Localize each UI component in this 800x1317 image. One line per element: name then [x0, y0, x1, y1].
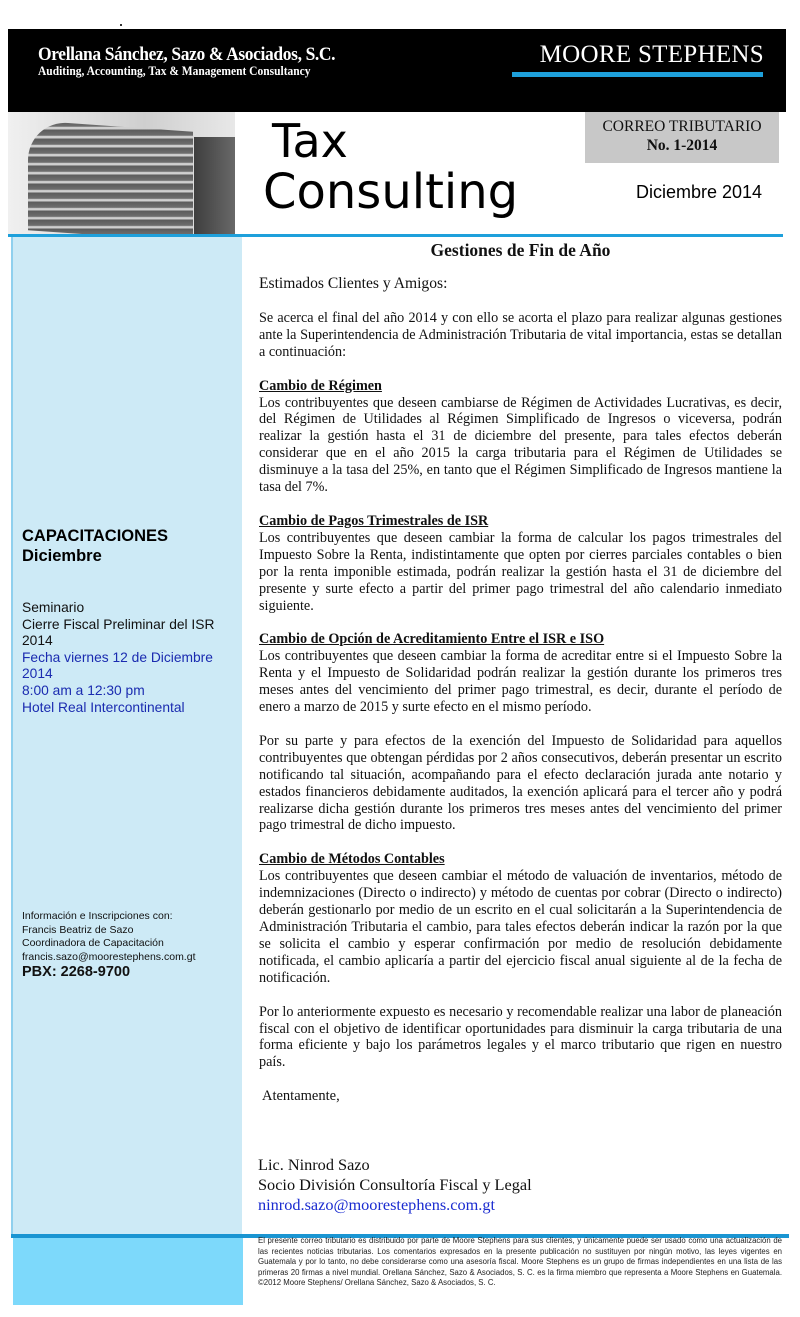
brand-underline [512, 72, 763, 77]
newsletter-title-line1: Tax [272, 114, 348, 168]
seminar-name-year: 2014 [22, 633, 53, 649]
signature-block [258, 1155, 532, 1215]
section-heading: Cambio de Opción de Acreditamiento Entre el ISR e ISO [259, 631, 605, 648]
signer-name: Lic. Ninrod Sazo [258, 1155, 370, 1174]
issue-date: Diciembre 2014 [636, 182, 763, 202]
firm-tagline: Auditing, Accounting, Tax & Management Consultancy [38, 64, 311, 78]
section-body: Los contribuyentes que deseen cambiar el método de valuación de inventarios, método de indemnizaciones (Directo o indirecto) y método de cuentas por cobrar (Directo o indirecto) deberán gestionarlo por medio de un escrito en el cual solicitarán a la Superintendencia de Administración Tributaria el cambio, para tales efectos deberán indicar la razón por la que se solicita el cambio y esperar confirmación por medio de resolución debidamente notificada, el cambio aplicaría a partir del ejercicio fiscal anual siguiente al de la fecha de notificación. [259, 868, 782, 986]
contact-role: Coordinadora de Capacitación [22, 937, 164, 950]
intro-paragraph: Se acerca el final del año 2014 y con ello se acorta el plazo para realizar algunas gestiones ante la Superintendencia de Administración Tributaria de vital importancia, estas se detallan a continuación: [259, 309, 782, 360]
section-body: Los contribuyentes que deseen cambiar la forma de acreditar entre si el Impuesto Sobre la Renta y el Impuesto de Solidaridad podrán realizar la gestión durante los primeros tres meses antes del vencimiento del primer pago trimestral, es decir, durante el período de enero a marzo de 2015 y surte efecto en el mismo período. [259, 648, 782, 716]
brand-logo-text: MOORE STEPHENS [539, 41, 764, 68]
issue-badge [585, 112, 779, 163]
issue-label: CORREO TRIBUTARIO [602, 118, 762, 135]
signer-email-link[interactable]: ninrod.sazo@moorestephens.com.gt [258, 1195, 496, 1214]
training-heading [22, 526, 168, 566]
section-solidarity-exemption [259, 733, 782, 834]
section-body: Por su parte y para efectos de la exención del Impuesto de Solidaridad para aquellos contribuyentes que obtengan pérdidas por 2 años consecutivos, deberán presentar un escrito notificando tal situación, acompañando para el efecto declaración jurada ante notario y estados financieros debidamente auditados, la exención aplicará para el tercer año y podrá realizarse dicha gestión durante los primeros tres meses antes del vencimiento del primer pago trimestral de dicho impuesto. [259, 732, 782, 834]
section-heading: Cambio de Régimen [259, 377, 382, 394]
sidebar [13, 237, 242, 1237]
section-regime-change [259, 378, 782, 496]
seminar-time: 8:00 am a 12:30 pm [22, 682, 145, 698]
contact-name: Francis Beatriz de Sazo [22, 923, 134, 936]
training-month: Diciembre [22, 547, 102, 565]
article-body [259, 240, 782, 1105]
firm-name: Orellana Sánchez, Sazo & Asociados, S.C. [38, 44, 336, 65]
section-heading: Cambio de Pagos Trimestrales de ISR [259, 512, 489, 529]
article-title: Gestiones de Fin de Año [430, 240, 611, 260]
section-quarterly-payments [259, 513, 782, 614]
training-title: CAPACITACIONES [22, 527, 169, 545]
section-heading: Cambio de Métodos Contables [259, 851, 445, 868]
building-photo-tower [28, 120, 193, 234]
stray-dot [120, 24, 122, 26]
seminar-info [22, 600, 244, 716]
seminar-name: Cierre Fiscal Preliminar del ISR [22, 616, 215, 632]
contact-phone: PBX: 2268-9700 [22, 964, 131, 981]
contact-email-link[interactable]: francis.sazo@moorestephens.com.gt [22, 950, 196, 963]
seminar-type: Seminario [22, 600, 85, 615]
building-photo-side [194, 137, 235, 234]
section-body: Los contribuyentes que deseen cambiar la forma de calcular los pagos trimestrales del Impuesto Sobre la Renta, indistintamente que opten por cierres parciales contables o bien por la renta imponible estimada, podrán realizar la gestión hasta el 31 de diciembre del presente y surte efecto a partir del primer pago trimestral del año calendario inmediato siguiente. [259, 529, 782, 614]
conclusion-paragraph: Por lo anteriormente expuesto es necesario y recomendable realizar una labor de planeación fiscal con el objetivo de identificar oportunidades para disminuir la carga tributaria de una forma eficiente y bajo los parámetros legales y el marco tributario que rigen en nuestro país. [259, 1003, 782, 1071]
sidebar-footer-block [13, 1237, 243, 1305]
section-body: Los contribuyentes que deseen cambiarse de Régimen de Actividades Lucrativas, es decir, del Régimen de Utilidades al Régimen Simplificado de Ingresos o viceversa, podrán realizar la gestión hasta el 31 de diciembre del presente, para tales efectos deberán considerar que en el año 2015 la carga tributaria para el Régimen de Utilidades se disminuye a la tasa del 25%, en tanto que el Régimen Simplificado de Ingresos mantiene la tasa del 7%. [259, 394, 782, 496]
greeting: Estimados Clientes y Amigos: [259, 275, 448, 292]
newsletter-title-line2: Consulting [263, 164, 519, 220]
registration-contact [22, 910, 244, 981]
section-crediting-option [259, 631, 782, 716]
section-accounting-methods [259, 851, 782, 986]
signer-title: Socio División Consultoría Fiscal y Legal [258, 1175, 532, 1194]
seminar-date-year: 2014 [22, 666, 53, 682]
seminar-date: Fecha viernes 12 de Diciembre [22, 649, 213, 665]
header-banner [8, 29, 786, 112]
legal-disclaimer: El presente correo tributario es distribuido por parte de Moore Stephens para sus clientes, y únicamente puede ser usado como una actualización de las recientes noticias tributarias. Los comentarios expresados en la presente publicación no sustituyen por ningún motivo, las leyes vigentes en Guatemala y por lo tanto, no debe considerarse como una asesoría fiscal. Moore Stephens es un grupo de firmas independientes en una lista de las primeras 20 firmas a nivel mundial. Orellana Sánchez, Sazo & Asociados, S. C. es la firma miembro que representa a Moore Stephens en Guatemala. ©2012 Moore Stephens/ Orellana Sánchez, Sazo & Asociados, S. C. [258, 1236, 782, 1288]
closing: Atentamente, [262, 1088, 340, 1105]
contact-label: Información e Inscripciones con: [22, 910, 173, 922]
seminar-venue: Hotel Real Intercontinental [22, 699, 185, 715]
issue-number: No. 1-2014 [646, 137, 718, 154]
office-building-photo [8, 112, 235, 234]
